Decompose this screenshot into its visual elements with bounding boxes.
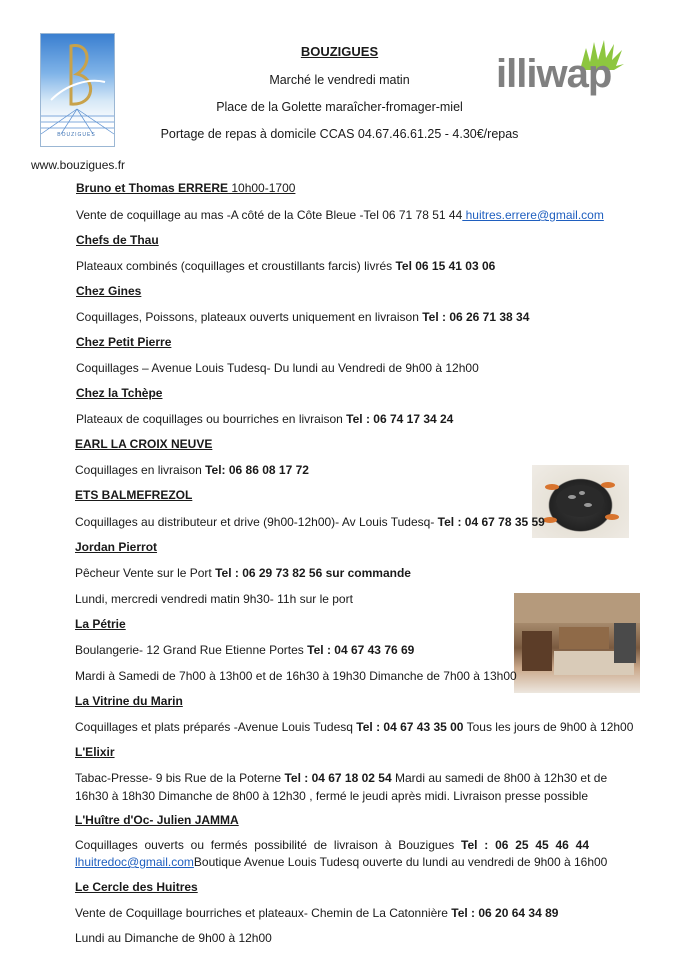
vendor-details: Pêcheur Vente sur le Port Tel : 06 29 73 82 56 sur commande xyxy=(75,566,411,580)
vendor-details: Coquillages ouverts ou fermés possibilité de livraison à Bouzigues Tel : 06 25 45 46 44 xyxy=(75,838,589,852)
vendor-details: Coquillages et plats préparés -Avenue Louis Tudesq Tel : 04 67 43 35 00 Tous les jours de 9h00 à 12h00 xyxy=(75,720,634,734)
email-link[interactable]: lhuitredoc@gmail.com xyxy=(75,855,194,869)
market-line: Marché le vendredi matin xyxy=(269,73,410,87)
vendor-details: Vente de Coquillage bourriches et plateaux- Chemin de La Catonnière Tel : 06 20 64 34 89 xyxy=(75,906,559,920)
vendor-name: L'Elixir xyxy=(75,745,115,759)
vendor-name: EARL LA CROIX NEUVE xyxy=(75,437,213,451)
illiwap-logo xyxy=(496,38,628,98)
seafood-platter-photo xyxy=(532,465,629,538)
vendor-details: Plateaux de coquillages ou bourriches en livraison Tel : 06 74 17 34 24 xyxy=(76,412,454,426)
vendor-hours: lhuitredoc@gmail.comBoutique Avenue Louis Tudesq ouverte du lundi au vendredi de 9h00 à 16h00 xyxy=(75,855,608,869)
vendor-name: L'Huître d'Oc- Julien JAMMA xyxy=(75,813,239,827)
vendor-name: Chez la Tchèpe xyxy=(76,386,163,400)
vendor-details: Tabac-Presse- 9 bis Rue de la Poterne Tel : 04 67 18 02 54 Mardi au samedi de 8h00 à 12h30 et de xyxy=(75,771,608,785)
vendor-name: Le Cercle des Huitres xyxy=(75,880,198,894)
vendor-name: Chez Petit Pierre xyxy=(76,335,172,349)
vendor-name: ETS BALMEFREZOL xyxy=(75,488,193,502)
vendor-name: La Vitrine du Marin xyxy=(75,694,183,708)
email-link[interactable]: huitres.errere@gmail.com xyxy=(462,208,604,222)
market-place-line: Place de la Golette maraîcher-fromager-miel xyxy=(216,100,463,114)
illiwap-wordmark: illiwap xyxy=(496,52,612,96)
vendor-name: Jordan Pierrot xyxy=(75,540,158,554)
vendor-name: Chez Gines xyxy=(76,284,142,298)
vendor-hours: 16h30 à 18h30 Dimanche de 8h00 à 12h30 , fermé le jeudi après midi. Livraison presse possible xyxy=(75,789,588,803)
vendor-details: Vente de coquillage au mas -A côté de la Côte Bleue -Tel 06 71 78 51 44 huitres.errere@gmail.com xyxy=(76,208,604,222)
vendor-details: Coquillages en livraison Tel: 06 86 08 17 72 xyxy=(75,463,309,477)
vendor-details: Boulangerie- 12 Grand Rue Etienne Portes Tel : 04 67 43 76 69 xyxy=(75,643,415,657)
vendor-name: Bruno et Thomas ERRERE 10h00-1700 xyxy=(76,181,296,195)
vendor-hours: Lundi au Dimanche de 9h00 à 12h00 xyxy=(75,931,272,945)
vendor-details: Coquillages au distributeur et drive (9h00-12h00)- Av Louis Tudesq- Tel : 04 67 78 35 59 xyxy=(75,515,545,529)
website-url[interactable]: www.bouzigues.fr xyxy=(31,158,126,172)
vendor-details: Coquillages, Poissons, plateaux ouverts uniquement en livraison Tel : 06 26 71 38 34 xyxy=(76,310,530,324)
bakery-interior-photo xyxy=(514,593,640,693)
vendor-name: Chefs de Thau xyxy=(76,233,159,247)
vendor-name: La Pétrie xyxy=(75,617,126,631)
vendor-hours: Mardi à Samedi de 7h00 à 13h00 et de 16h30 à 19h30 Dimanche de 7h00 à 13h00 xyxy=(75,669,517,683)
vendor-hours: Lundi, mercredi vendredi matin 9h30- 11h sur le port xyxy=(75,592,353,606)
vendor-details: Coquillages – Avenue Louis Tudesq- Du lundi au Vendredi de 9h00 à 12h00 xyxy=(76,361,479,375)
vendor-details: Plateaux combinés (coquillages et croustillants farcis) livrés Tel 06 15 41 03 06 xyxy=(76,259,496,273)
meals-delivery-line: Portage de repas à domicile CCAS 04.67.46.61.25 - 4.30€/repas xyxy=(160,127,519,141)
logo-caption: BOUZIGUES xyxy=(57,132,96,138)
page-title: BOUZIGUES xyxy=(300,44,379,59)
